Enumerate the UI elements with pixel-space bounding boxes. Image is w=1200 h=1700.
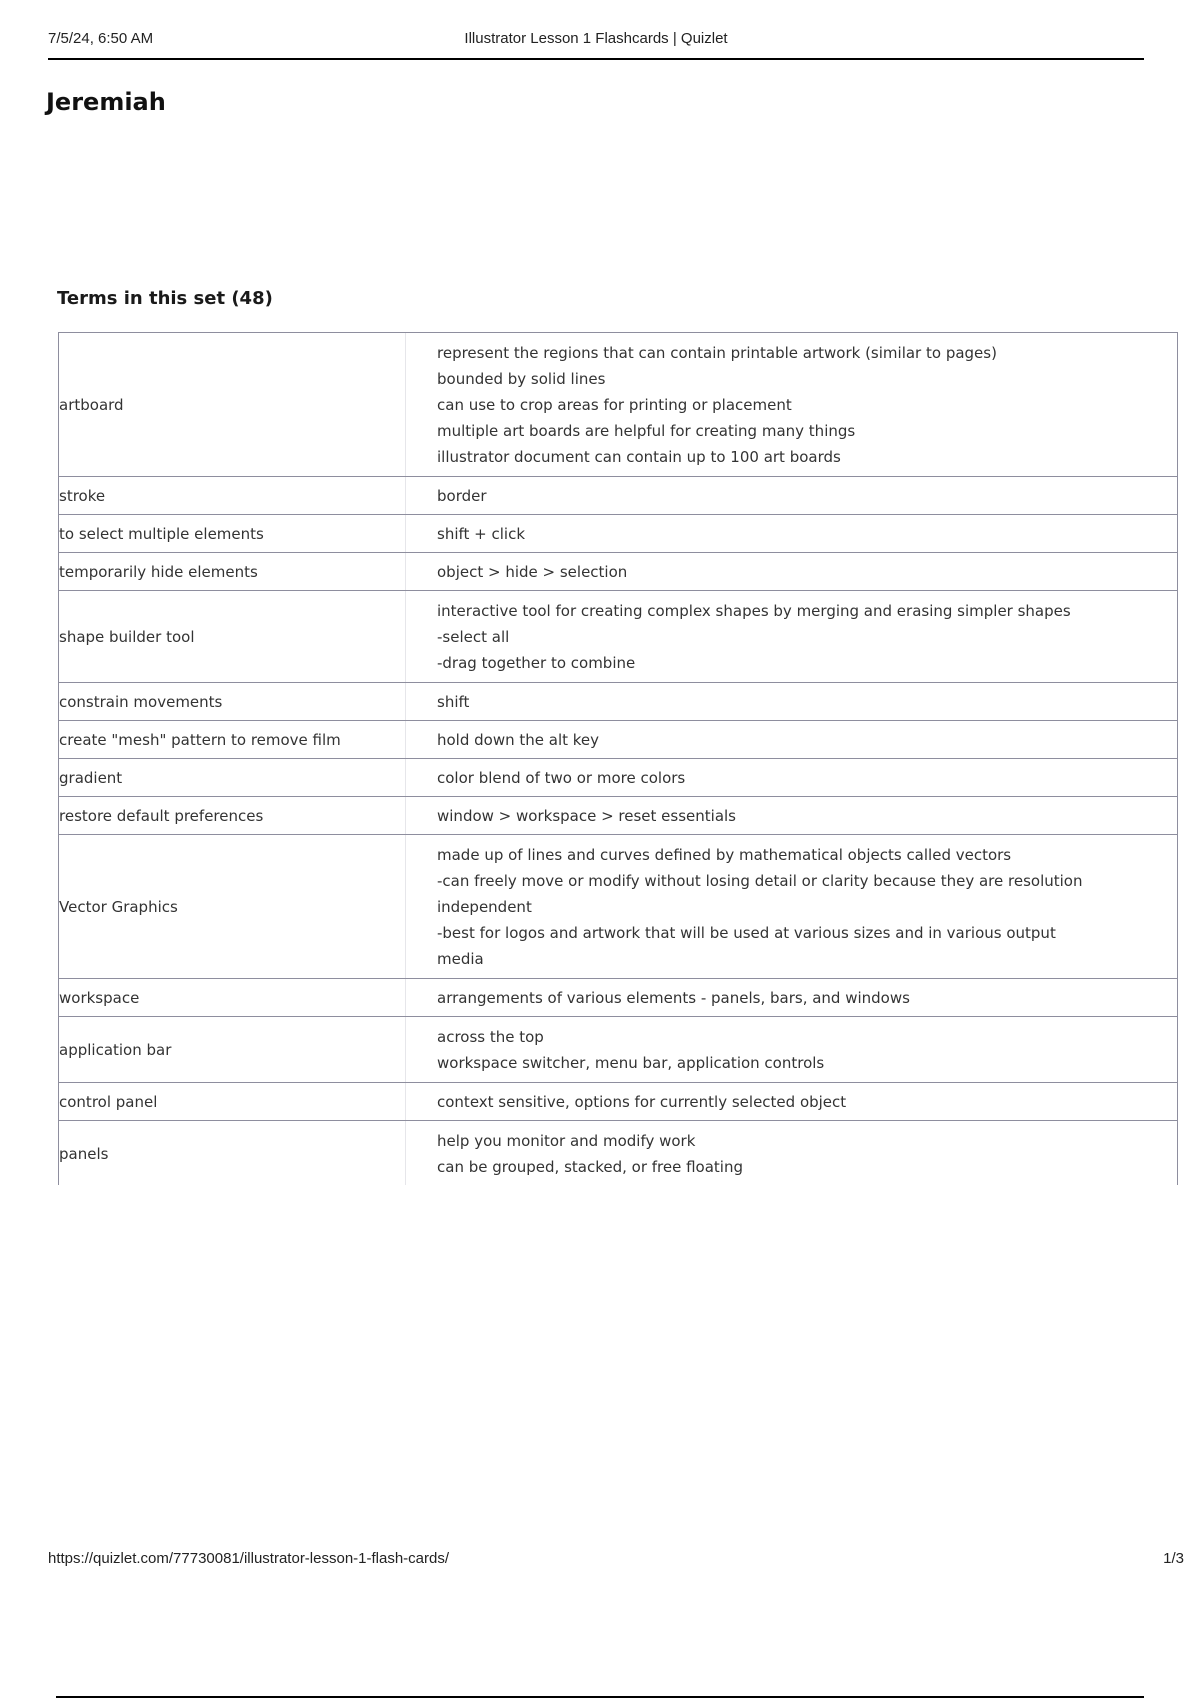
definition-line: shift [437, 692, 470, 711]
print-header [48, 28, 1144, 60]
definition-cell [406, 477, 1177, 514]
definition-cell [406, 979, 1177, 1016]
definition-line: interactive tool for creating complex shapes by merging and erasing simpler shapes [437, 601, 1071, 620]
definition-line: workspace switcher, menu bar, application controls [437, 1053, 825, 1072]
term-text: stroke [59, 477, 406, 514]
bottom-divider [56, 1696, 1144, 1698]
definition-cell [406, 1121, 1177, 1185]
print-page-number: 1/3 [1163, 1550, 1184, 1567]
term-text: temporarily hide elements [59, 553, 406, 590]
definition-line: shift + click [437, 524, 526, 543]
definition-line: -best for logos and artwork that will be used at various sizes and in various output [437, 923, 1056, 942]
definition-line: multiple art boards are helpful for creating many things [437, 421, 856, 440]
term-text: shape builder tool [59, 591, 406, 682]
definition-cell [406, 591, 1177, 682]
term-row [59, 515, 1177, 553]
definition-line: help you monitor and modify work [437, 1131, 696, 1150]
set-author-name[interactable]: Jeremiah [46, 88, 166, 116]
definition-cell [406, 553, 1177, 590]
term-row [59, 835, 1177, 979]
term-row [59, 797, 1177, 835]
definition-line: represent the regions that can contain printable artwork (similar to pages) [437, 343, 997, 362]
term-row [59, 591, 1177, 683]
definition-line: -select all [437, 627, 510, 646]
definition-line: across the top [437, 1027, 544, 1046]
definition-line: illustrator document can contain up to 100 art boards [437, 447, 841, 466]
definition-line: made up of lines and curves defined by mathematical objects called vectors [437, 845, 1012, 864]
term-text: to select multiple elements [59, 515, 406, 552]
term-row [59, 759, 1177, 797]
definition-line: can use to crop areas for printing or placement [437, 395, 792, 414]
definition-line: object > hide > selection [437, 562, 628, 581]
definition-cell [406, 759, 1177, 796]
term-text: control panel [59, 1083, 406, 1120]
terms-table [58, 332, 1178, 1185]
term-text: gradient [59, 759, 406, 796]
definition-cell [406, 683, 1177, 720]
definition-line: -can freely move or modify without losing detail or clarity because they are resolution [437, 871, 1083, 890]
term-text: constrain movements [59, 683, 406, 720]
definition-line: hold down the alt key [437, 730, 600, 749]
term-row [59, 1017, 1177, 1083]
term-row [59, 553, 1177, 591]
term-row [59, 683, 1177, 721]
definition-line: -drag together to combine [437, 653, 636, 672]
print-url: https://quizlet.com/77730081/illustrator-lesson-1-flash-cards/ [48, 1550, 450, 1567]
term-text: panels [59, 1121, 406, 1185]
term-row [59, 333, 1177, 477]
term-row [59, 477, 1177, 515]
term-row [59, 979, 1177, 1017]
term-text: application bar [59, 1017, 406, 1082]
term-row [59, 1083, 1177, 1121]
definition-line: independent [437, 897, 532, 916]
definition-cell [406, 797, 1177, 834]
definition-cell [406, 1083, 1177, 1120]
definition-line: context sensitive, options for currently selected object [437, 1092, 847, 1111]
definition-cell [406, 1017, 1177, 1082]
definition-line: can be grouped, stacked, or free floating [437, 1157, 744, 1176]
definition-cell [406, 835, 1177, 978]
definition-cell [406, 515, 1177, 552]
definition-line: media [437, 949, 484, 968]
definition-line: window > workspace > reset essentials [437, 806, 736, 825]
term-text: workspace [59, 979, 406, 1016]
term-text: restore default preferences [59, 797, 406, 834]
term-text: Vector Graphics [59, 835, 406, 978]
definition-cell [406, 721, 1177, 758]
term-row [59, 1121, 1177, 1185]
terms-heading: Terms in this set (48) [57, 288, 273, 309]
definition-line: arrangements of various elements - panels, bars, and windows [437, 988, 910, 1007]
term-text: artboard [59, 333, 406, 476]
term-row [59, 721, 1177, 759]
print-document-title: Illustrator Lesson 1 Flashcards | Quizlet [464, 30, 728, 47]
definition-line: border [437, 486, 487, 505]
definition-line: bounded by solid lines [437, 369, 606, 388]
term-text: create "mesh" pattern to remove film [59, 721, 406, 758]
definition-cell [406, 333, 1177, 476]
print-date: 7/5/24, 6:50 AM [48, 30, 154, 47]
definition-line: color blend of two or more colors [437, 768, 686, 787]
